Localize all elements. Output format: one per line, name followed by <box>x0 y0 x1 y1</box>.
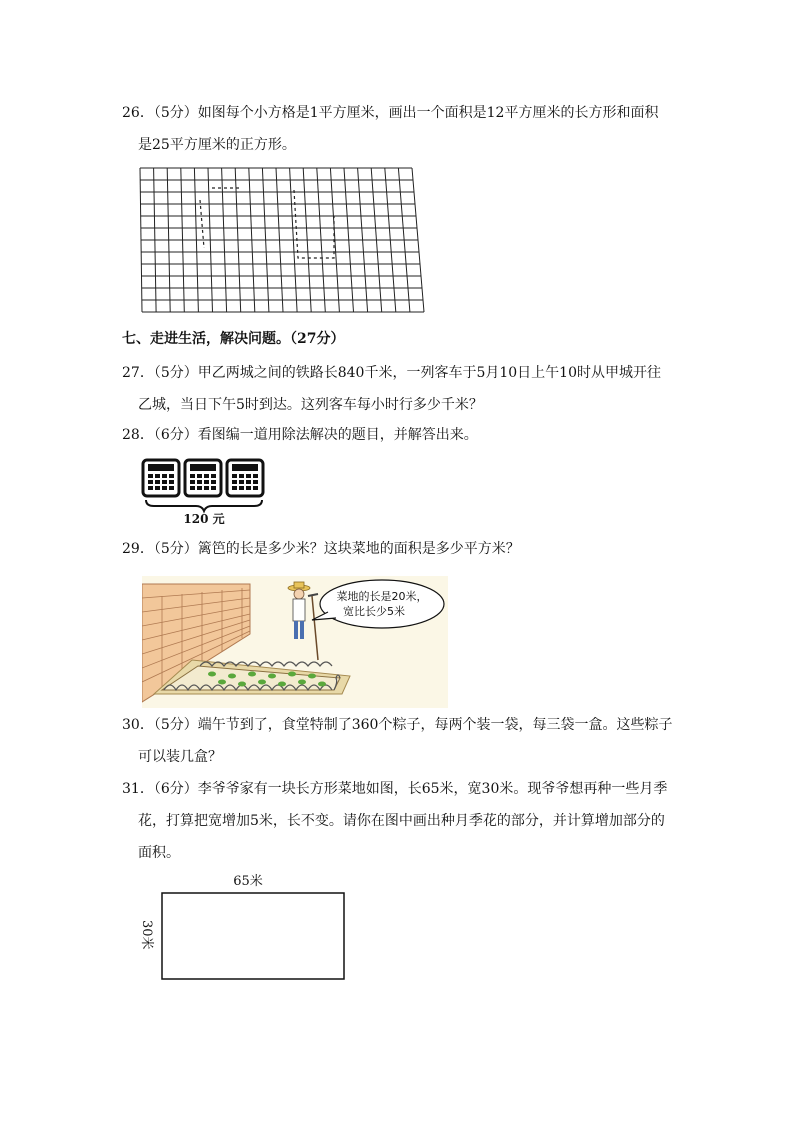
garden-rectangle[interactable] <box>162 893 344 979</box>
q27-text-line2: 乙城，当日下午5时到达。这列客车每小时行多少千米？ <box>138 397 483 413</box>
q29-text-line1: 29．（5分）篱笆的长是多少米？这块菜地的面积是多少平方米？ <box>122 541 520 557</box>
brace-icon <box>146 500 262 511</box>
section7-heading: 七、走进生活，解决问题。（27分） <box>122 331 345 347</box>
bubble-text-line1: 菜地的长是20米， <box>336 590 428 603</box>
q31-width-label: 30米 <box>139 920 154 950</box>
q29-garden-figure <box>142 576 448 708</box>
q28-text-line1: 28．（6分）看图编一道用除法解决的题目，并解答出来。 <box>122 427 478 443</box>
q27-text-line1: 27．（5分）甲乙两城之间的铁路长840千米，一列客车于5月10日上午10时从甲城开往 <box>122 365 661 381</box>
q31-text-line3: 面积。 <box>138 845 180 861</box>
q28-price-label: 120 元 <box>183 512 225 526</box>
q31-length-label: 65米 <box>233 874 263 889</box>
q26-grid-figure[interactable] <box>138 166 428 316</box>
calculator-icon <box>227 460 263 496</box>
calculator-icon <box>143 460 179 496</box>
q31-text-line2: 花，打算把宽增加5米，长不变。请你在图中画出种月季花的部分，并计算增加部分的 <box>138 813 665 829</box>
q31-rectangle-figure[interactable] <box>136 870 352 984</box>
q26-text-line1: 26．（5分）如图每个小方格是1平方厘米，画出一个面积是12平方厘米的长方形和面积 <box>122 105 659 121</box>
q26-text-line2: 是25平方厘米的正方形。 <box>138 137 296 153</box>
q28-calculators-figure <box>140 456 268 526</box>
q30-text-line2: 可以装几盒？ <box>138 749 222 765</box>
q30-text-line1: 30．（5分）端午节到了，食堂特制了360个粽子，每两个装一袋，每三袋一盒。这些粽子 <box>122 717 673 733</box>
q31-text-line1: 31．（6分）李爷爷家有一块长方形菜地如图，长65米，宽30米。现爷爷想再种一些月季 <box>122 781 668 797</box>
calculator-icon <box>185 460 221 496</box>
bubble-text-line2: 宽比长少5米 <box>343 605 405 618</box>
